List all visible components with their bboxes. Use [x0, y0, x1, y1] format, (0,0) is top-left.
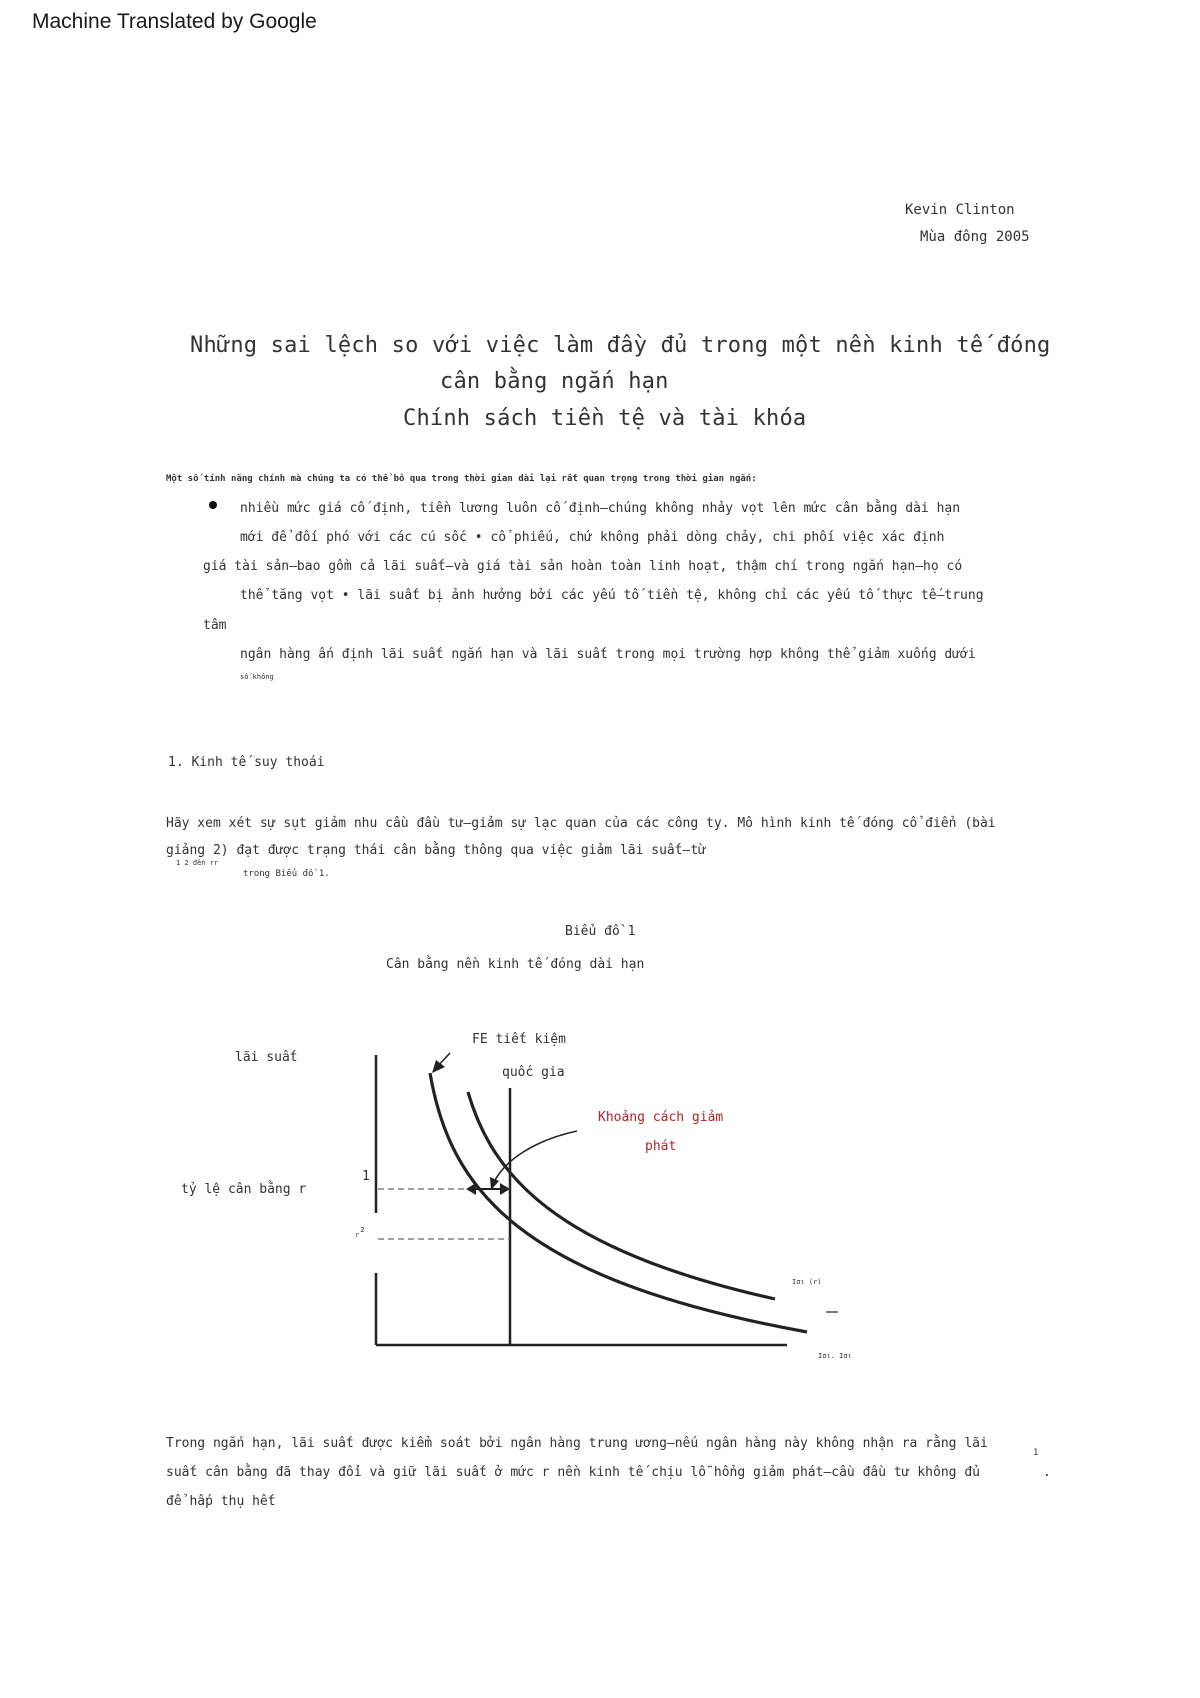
- page-subtitle: Chính sách tiền tệ và tài khóa: [403, 406, 807, 431]
- closing-paragraph: Trong ngắn hạn, lãi suất được kiểm soát bởi ngân hàng trung ương—nếu ngân hàng này không nhận ra rằng lãi: [166, 1436, 988, 1451]
- investment-curve-initial: [468, 1092, 775, 1299]
- bullet-line: giá tài sản—bao gồm cả lãi suất—và giá tài sản hoàn toàn linh hoạt, thậm chí trong ngắn hạn—họ có: [203, 559, 963, 574]
- bullet-line: mới để đối phó với các cú sốc • cổ phiếu, chứ không phải dòng chảy, chi phối việc xác định: [240, 530, 945, 545]
- y-axis-label: lãi suất: [235, 1050, 298, 1065]
- bullet-line: số không: [240, 673, 274, 681]
- gap-arrowhead-left: [466, 1183, 476, 1195]
- bullet-line: tâm: [203, 618, 227, 633]
- bullet-line: nhiều mức giá cố định, tiền lương luôn cố định—chúng không nhảy vọt lên mức cân bằng dài hạn: [240, 501, 961, 516]
- fe-saving-label: quốc gia: [502, 1065, 565, 1080]
- section-heading: 1. Kinh tế suy thoái: [168, 755, 325, 770]
- figure-title: Cân bằng nền kinh tế đóng dài hạn: [386, 957, 645, 972]
- figure-number: Biểu đồ 1: [565, 924, 636, 939]
- machine-translation-banner: Machine Translated by Google: [32, 10, 317, 33]
- page-title-line1: Những sai lệch so với việc làm đầy đủ trong một nền kinh tế đóng: [190, 333, 1051, 358]
- r2-tick-label: r2: [355, 1226, 365, 1239]
- deflationary-gap-label: Khoảng cách giảm: [598, 1110, 724, 1125]
- closing-punct: .: [1043, 1465, 1051, 1480]
- subscript-marker: 1: [1033, 1448, 1039, 1458]
- closing-paragraph: để hấp thụ hết: [166, 1494, 276, 1509]
- gap-pointer-curve: [494, 1131, 577, 1182]
- equilibrium-rate-label: tỷ lệ cân bằng r: [181, 1182, 307, 1197]
- closing-paragraph: suất cân bằng đã thay đổi và giữ lãi suất ở mức r nền kinh tế chịu lỗ hổng giảm phát—cầu đầu tư không đủ: [166, 1465, 980, 1480]
- bullet-line: thể tăng vọt • lãi suất bị ảnh hưởng bởi các yếu tố tiền tệ, không chỉ các yếu tố thực tế—trung: [240, 588, 984, 603]
- r1-tick-label: 1: [362, 1169, 370, 1184]
- deflationary-gap-label: phát: [645, 1139, 677, 1154]
- section-paragraph: trong Biểu đồ 1.: [243, 869, 330, 879]
- page-title-line2: cân bằng ngắn hạn: [440, 369, 669, 394]
- section-paragraph: giảng 2) đạt được trạng thái cân bằng thông qua việc giảm lãi suất—từ: [166, 843, 707, 858]
- fe-saving-label: FE tiết kiệm: [472, 1032, 566, 1047]
- curve-pointer-arrowhead: [432, 1060, 445, 1073]
- rate-subscripts: 1 2 đến rr: [176, 859, 219, 867]
- investment-curve-label: Iσι (r): [792, 1278, 822, 1286]
- gap-arrowhead-right: [500, 1183, 510, 1195]
- author-name: Kevin Clinton: [905, 202, 1015, 218]
- investment-curve-label: Iσι. Iσι: [818, 1352, 852, 1360]
- bullet-line: ngân hàng ấn định lãi suất ngắn hạn và lãi suất trong mọi trường hợp không thể giảm xuống dưới: [240, 647, 976, 662]
- section-paragraph: Hãy xem xét sự sụt giảm nhu cầu đầu tư—giảm sự lạc quan của các công ty. Mô hình kinh tế đóng cổ điển (bài: [166, 816, 996, 831]
- author-date: Mùa đông 2005: [920, 229, 1030, 245]
- intro-text: Một số tính năng chính mà chúng ta có thể bỏ qua trong thời gian dài lại rất quan trọng trong thời gian ngắn:: [166, 474, 757, 484]
